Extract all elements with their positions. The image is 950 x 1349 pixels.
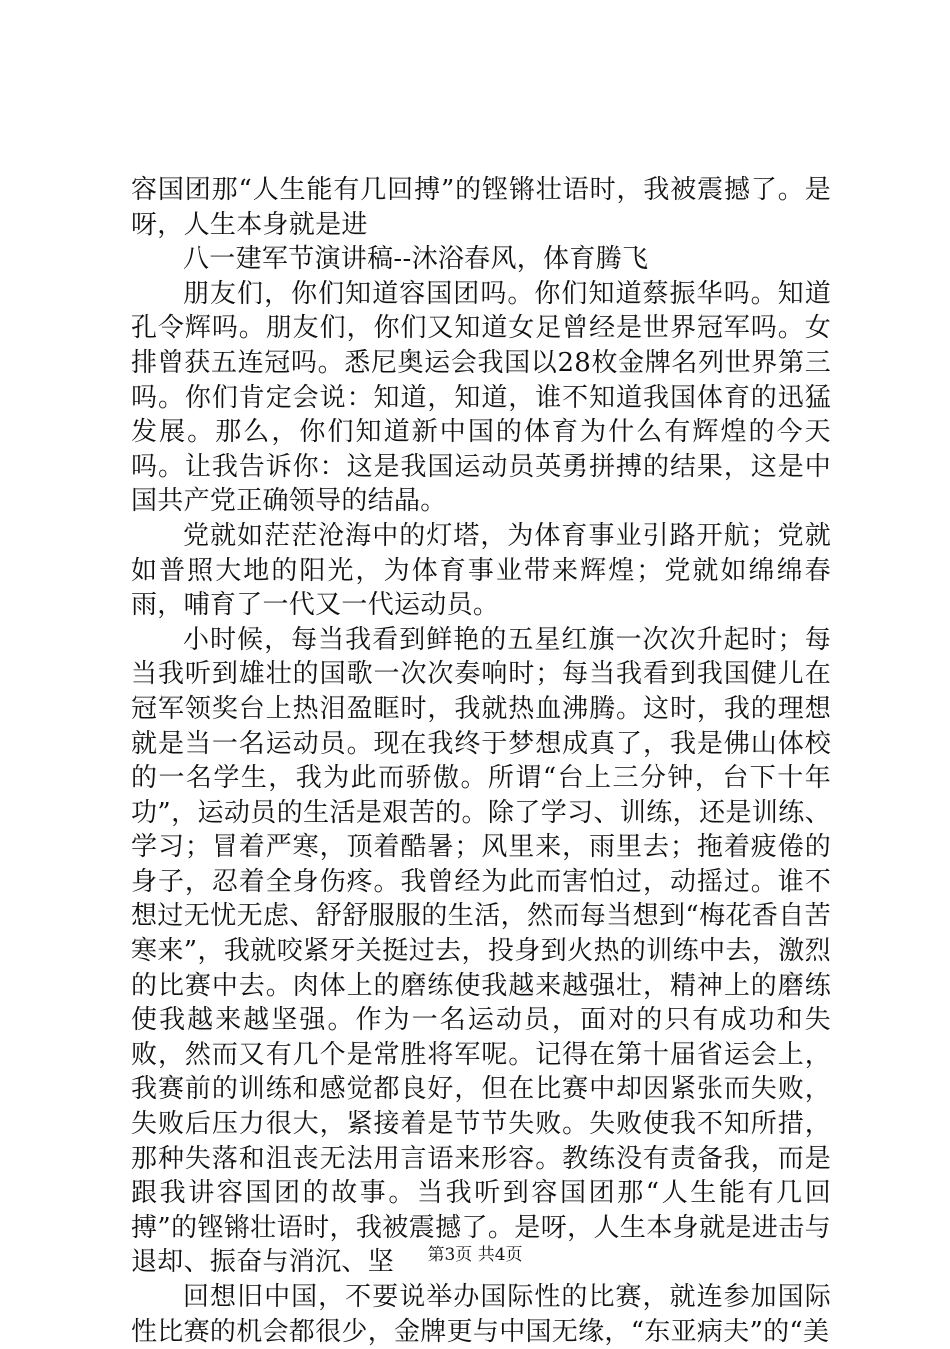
paragraph-continuation: 容国团那“人生能有几回搏”的铿锵壮语时，我被震撼了。是呀，人生本身就是进 — [131, 175, 831, 240]
speech-title: 八一建军节演讲稿--沐浴春风，体育腾飞 — [183, 244, 649, 275]
paragraph-childhood: 小时候，每当我看到鲜艳的五星红旗一次次升起时；每当我听到雄壮的国歌一次次奏响时；每当我看到我国健儿在冠军领奖台上热泪盈眶时，我就热血沸腾。这时，我的理想就是当一名运动员。现在我终于梦想成真了，我是佛山体校的一名学生，我为此而骄傲。所谓“台上三分钟，台下十年功”，运动员的生活是艰苦的。除了学习、训练，还是训练、学习；冒着严寒，顶着酷暑；风里来，雨里去；拖着疲倦的身子，忍着全身伤疼。我曾经为此而害怕过，动摇过。谁不想过无忧无虑、舒舒服服的生活，然而每当想到“梅花香自苦寒来”，我就咬紧牙关挺过去，投身到火热的训练中去，激烈的比赛中去。肉体上的磨练使我越来越强壮，精神上的磨练使我越来越坚强。作为一名运动员，面对的只有成功和失败，然而又有几个是常胜将军呢。记得在第十届省运会上，我赛前的训练和感觉都良好，但在比赛中却因紧张而失败，失败后压力很大，紧接着是节节失败。失败使我不知所措，那种失落和沮丧无法用言语来形容。教练没有责备我，而是跟我讲容国团的故事。当我听到容国团那“人生能有几回搏”的铿锵壮语时，我被震撼了。是呀，人生本身就是进击与退却、振奋与消沉、坚 — [131, 624, 831, 1278]
page-footer: 第3页 共4页 — [427, 1245, 523, 1265]
paragraph-party: 党就如茫茫沧海中的灯塔，为体育事业引路开航；党就如普照大地的阳光，为体育事业带来辉煌；党就如绵绵春雨，哺育了一代又一代运动员。 — [131, 520, 831, 621]
document-body — [131, 173, 831, 1349]
paragraph-friends: 朋友们，你们知道容国团吗。你们知道蔡振华吗。知道孔令辉吗。朋友们，你们又知道女足曾经是世界冠军吗。女排曾获五连冠吗。悉尼奥运会我国以28枚金牌名列世界第三吗。你们肯定会说：知道，知道，谁不知道我国体育的迅猛发展。那么，你们知道新中国的体育为什么有辉煌的今天吗。让我告诉你：这是我国运动员英勇拼搏的结果，这是中国共产党正确领导的结晶。 — [131, 278, 831, 517]
paragraph-old-china: 回想旧中国，不要说举办国际性的比赛，就连参加国际性比赛的机会都很少，金牌更与中国无缘，“东亚病夫”的“美 — [131, 1282, 831, 1347]
